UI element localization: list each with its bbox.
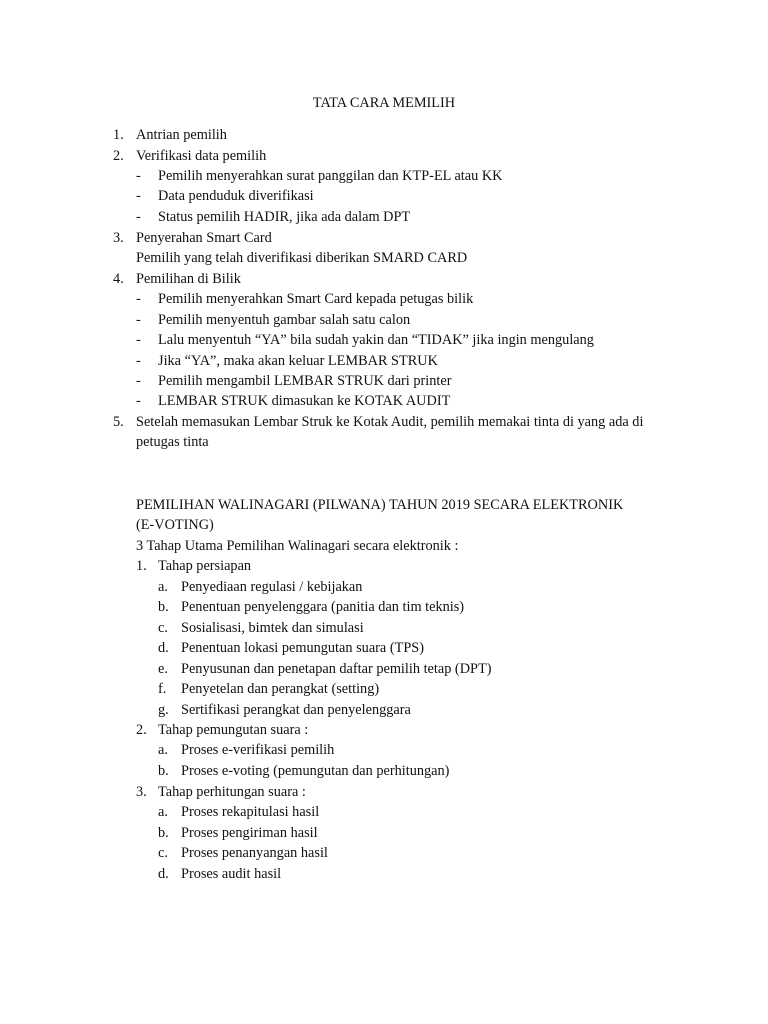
list-number: 1. [113, 127, 124, 143]
list-number: 5. [113, 414, 124, 430]
sub-letter: f. [158, 681, 167, 697]
sub-item: Sertifikasi perangkat dan penyelenggara [181, 702, 411, 718]
sub-item: Proses audit hasil [181, 866, 282, 882]
dash-marker: - [136, 291, 141, 307]
list-number: 4. [113, 271, 124, 287]
sub-item: Pemilih menyerahkan Smart Card kepada petugas bilik [158, 291, 474, 307]
stage-title: Tahap persiapan [158, 558, 252, 574]
document-title: TATA CARA MEMILIH [312, 95, 456, 111]
sub-item: Penyetelan dan perangkat (setting) [181, 681, 380, 697]
dash-marker: - [136, 353, 141, 369]
section-heading-continuation: (E-VOTING) [136, 517, 214, 533]
sub-letter: c. [158, 620, 168, 636]
list-item: Antrian pemilih [136, 127, 227, 143]
sub-item: Jika “YA”, maka akan keluar LEMBAR STRUK [158, 353, 438, 369]
sub-item: Proses e-voting (pemungutan dan perhitungan) [181, 763, 450, 779]
sub-item: Pemilih menyentuh gambar salah satu calon [158, 312, 411, 328]
sub-letter: d. [158, 866, 169, 882]
list-item: Setelah memasukan Lembar Struk ke Kotak Audit, pemilih memakai tinta di yang ada di [136, 414, 644, 430]
sub-item: Proses e-verifikasi pemilih [181, 742, 335, 758]
dash-marker: - [136, 188, 141, 204]
list-item-continuation: petugas tinta [136, 434, 209, 450]
list-item-note: Pemilih yang telah diverifikasi diberikan SMARD CARD [136, 250, 468, 266]
sub-item: Sosialisasi, bimtek dan simulasi [181, 620, 364, 636]
list-number: 2. [113, 148, 124, 164]
sub-letter: b. [158, 763, 169, 779]
stage-number: 3. [136, 784, 147, 800]
list-item: Penyerahan Smart Card [136, 230, 272, 246]
sub-letter: a. [158, 804, 168, 820]
sub-item: Penyusunan dan penetapan daftar pemilih tetap (DPT) [181, 661, 492, 677]
dash-marker: - [136, 312, 141, 328]
dash-marker: - [136, 373, 141, 389]
dash-marker: - [136, 332, 141, 348]
sub-item: LEMBAR STRUK dimasukan ke KOTAK AUDIT [158, 393, 451, 409]
sub-item: Proses rekapitulasi hasil [181, 804, 320, 820]
section-intro: 3 Tahap Utama Pemilihan Walinagari secara elektronik : [136, 538, 459, 554]
stage-title: Tahap pemungutan suara : [158, 722, 309, 738]
sub-item: Penyediaan regulasi / kebijakan [181, 579, 363, 595]
sub-item: Proses pengiriman hasil [181, 825, 318, 841]
list-item: Verifikasi data pemilih [136, 148, 267, 164]
section-heading: PEMILIHAN WALINAGARI (PILWANA) TAHUN 2019 SECARA ELEKTRONIK [136, 497, 624, 513]
sub-item: Penentuan lokasi pemungutan suara (TPS) [181, 640, 424, 656]
sub-item: Status pemilih HADIR, jika ada dalam DPT [158, 209, 411, 225]
dash-marker: - [136, 393, 141, 409]
stage-number: 1. [136, 558, 147, 574]
sub-letter: d. [158, 640, 169, 656]
sub-letter: c. [158, 845, 168, 861]
dash-marker: - [136, 209, 141, 225]
sub-item: Pemilih mengambil LEMBAR STRUK dari printer [158, 373, 452, 389]
stage-number: 2. [136, 722, 147, 738]
sub-letter: g. [158, 702, 169, 718]
sub-letter: b. [158, 825, 169, 841]
sub-letter: a. [158, 579, 168, 595]
sub-letter: e. [158, 661, 168, 677]
stage-title: Tahap perhitungan suara : [158, 784, 306, 800]
list-number: 3. [113, 230, 124, 246]
dash-marker: - [136, 168, 141, 184]
list-item: Pemilihan di Bilik [136, 271, 241, 287]
sub-letter: a. [158, 742, 168, 758]
sub-item: Data penduduk diverifikasi [158, 188, 314, 204]
sub-item: Pemilih menyerahkan surat panggilan dan KTP-EL atau KK [158, 168, 503, 184]
sub-item: Proses penanyangan hasil [181, 845, 328, 861]
sub-item: Penentuan penyelenggara (panitia dan tim teknis) [181, 599, 465, 615]
sub-item: Lalu menyentuh “YA” bila sudah yakin dan “TIDAK” jika ingin mengulang [158, 332, 594, 348]
sub-letter: b. [158, 599, 169, 615]
